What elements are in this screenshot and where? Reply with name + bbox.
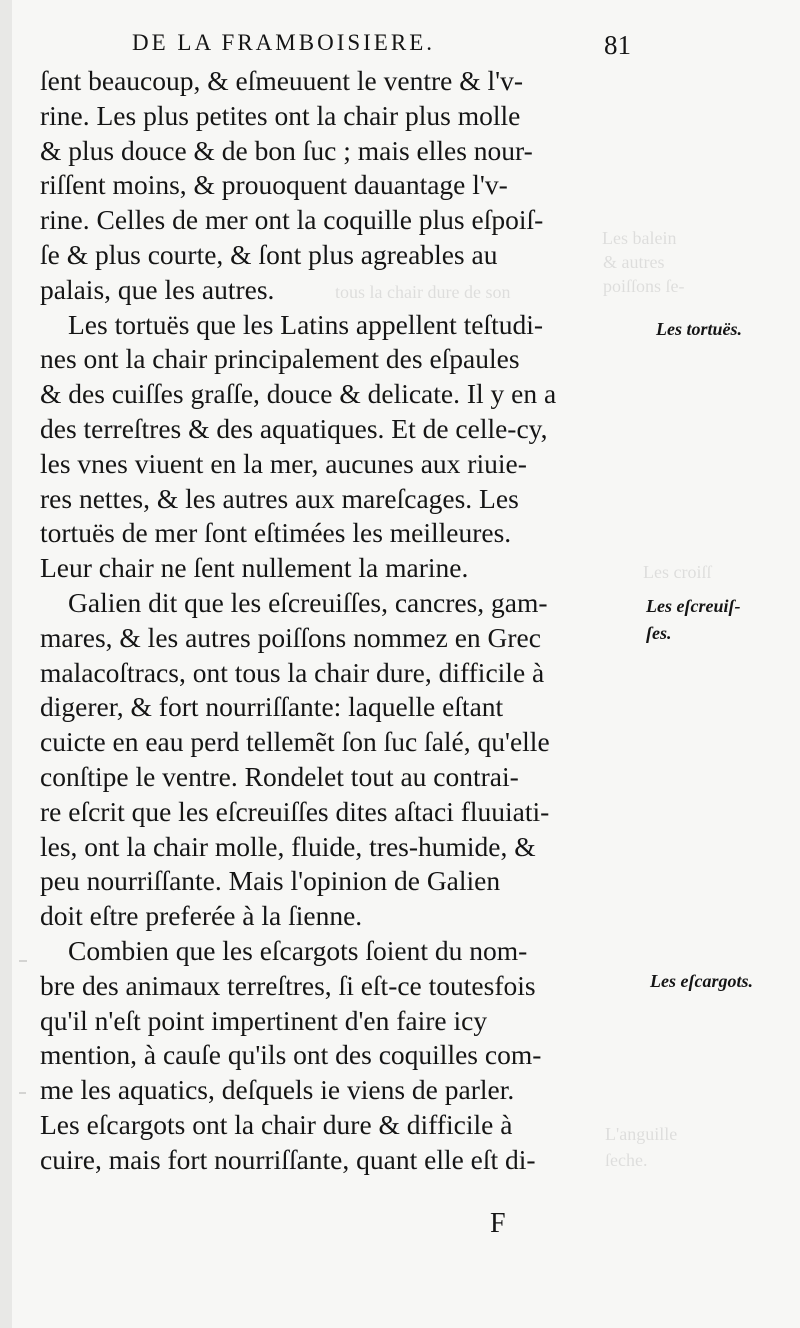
text-line: nes ont la chair principalement des eſpaules bbox=[40, 343, 520, 375]
marginal-note-tortues: Les tortuës. bbox=[656, 319, 743, 339]
show-through-text: ſeche. bbox=[605, 1150, 648, 1170]
text-line: bre des animaux terreſtres, ſi eſt-ce toutesfois bbox=[40, 969, 536, 1001]
text-line: Les eſcargots ont la chair dure & difficile à bbox=[40, 1108, 513, 1140]
text-line: palais, que les autres. bbox=[40, 273, 275, 305]
marginal-note-escreuisses-continued: ſes. bbox=[646, 623, 672, 643]
text-line: Leur chair ne ſent nullement la marine. bbox=[40, 552, 469, 584]
text-line: peu nourriſſante. Mais l'opinion de Galien bbox=[40, 865, 501, 897]
paragraph-start-line: Combien que les eſcargots ſoient du nom- bbox=[68, 934, 528, 966]
marginal-note-escreuisses: Les eſcreuiſ- bbox=[646, 596, 741, 616]
text-line: tortuës de mer ſont eſtimées les meilleures. bbox=[40, 517, 512, 549]
text-line: ſent beaucoup, & eſmeuuent le ventre & l'v- bbox=[40, 65, 523, 96]
text-line: des terreſtres & des aquatiques. Et de celle-cy, bbox=[40, 412, 548, 444]
text-line: conſtipe le ventre. Rondelet tout au contrai- bbox=[40, 760, 519, 792]
show-through-text: Les balein bbox=[602, 228, 677, 248]
text-line: & plus douce & de bon ſuc ; mais elles nour- bbox=[40, 134, 533, 166]
text-line: cuicte en eau perd tellemẽt ſon ſuc ſalé, qu'elle bbox=[40, 726, 550, 758]
text-line: re eſcrit que les eſcreuiſſes dites aſtaci fluuiati- bbox=[40, 795, 550, 827]
text-line: ſe & plus courte, & ſont plus agreables au bbox=[40, 238, 498, 270]
show-through-text: poiſſons ſe- bbox=[603, 276, 685, 296]
paragraph-start-line: Galien dit que les eſcreuiſſes, cancres, gam- bbox=[68, 586, 548, 618]
text-line: qu'il n'eſt point impertinent d'en faire icy bbox=[40, 1004, 488, 1036]
text-line: cuire, mais fort nourriſſante, quant elle eſt di- bbox=[40, 1143, 536, 1175]
text-line: res nettes, & les autres aux mareſcages. Les bbox=[40, 482, 519, 514]
text-line: rine. Les plus petites ont la chair plus molle bbox=[40, 99, 521, 131]
gutter-mark bbox=[19, 960, 27, 962]
main-text-block bbox=[40, 64, 640, 1178]
left-page-shadow bbox=[0, 0, 12, 1328]
text-line: les, ont la chair molle, fluide, tres-humide, & bbox=[40, 830, 536, 862]
text-line: mention, à cauſe qu'ils ont des coquilles com- bbox=[40, 1039, 542, 1071]
show-through-text: & autres bbox=[603, 252, 665, 272]
text-line: les vnes viuent en la mer, aucunes aux riuie- bbox=[40, 447, 527, 479]
paragraph-start-line: Les tortuës que les Latins appellent teſtudi- bbox=[68, 308, 544, 340]
text-line: doit eſtre preferée à la ſienne. bbox=[40, 900, 363, 932]
text-line: rine. Celles de mer ont la coquille plus eſpoiſ- bbox=[40, 204, 544, 236]
text-line: me les aquatics, deſquels ie viens de parler. bbox=[40, 1074, 515, 1106]
running-header: DE LA FRAMBOISIERE. bbox=[132, 30, 435, 55]
show-through-text: Les croiſſ bbox=[643, 562, 712, 582]
marginal-note-escargots: Les eſcargots. bbox=[650, 971, 753, 991]
text-line: riſſent moins, & prouoquent dauantage l'v- bbox=[40, 169, 508, 201]
show-through-text: L'anguille bbox=[605, 1124, 678, 1144]
text-line: mares, & les autres poiſſons nommez en Grec bbox=[40, 621, 541, 653]
show-through-text: tous la chair dure de son bbox=[335, 282, 511, 302]
text-line: digerer, & fort nourriſſante: laquelle eſtant bbox=[40, 691, 504, 723]
text-line: malacoſtracs, ont tous la chair dure, difficile à bbox=[40, 656, 545, 688]
printer-signature: F bbox=[490, 1208, 506, 1239]
text-line: & des cuiſſes graſſe, douce & delicate. Il y en a bbox=[40, 378, 557, 410]
page-number: 81 bbox=[604, 30, 631, 60]
gutter-mark bbox=[19, 1092, 26, 1094]
